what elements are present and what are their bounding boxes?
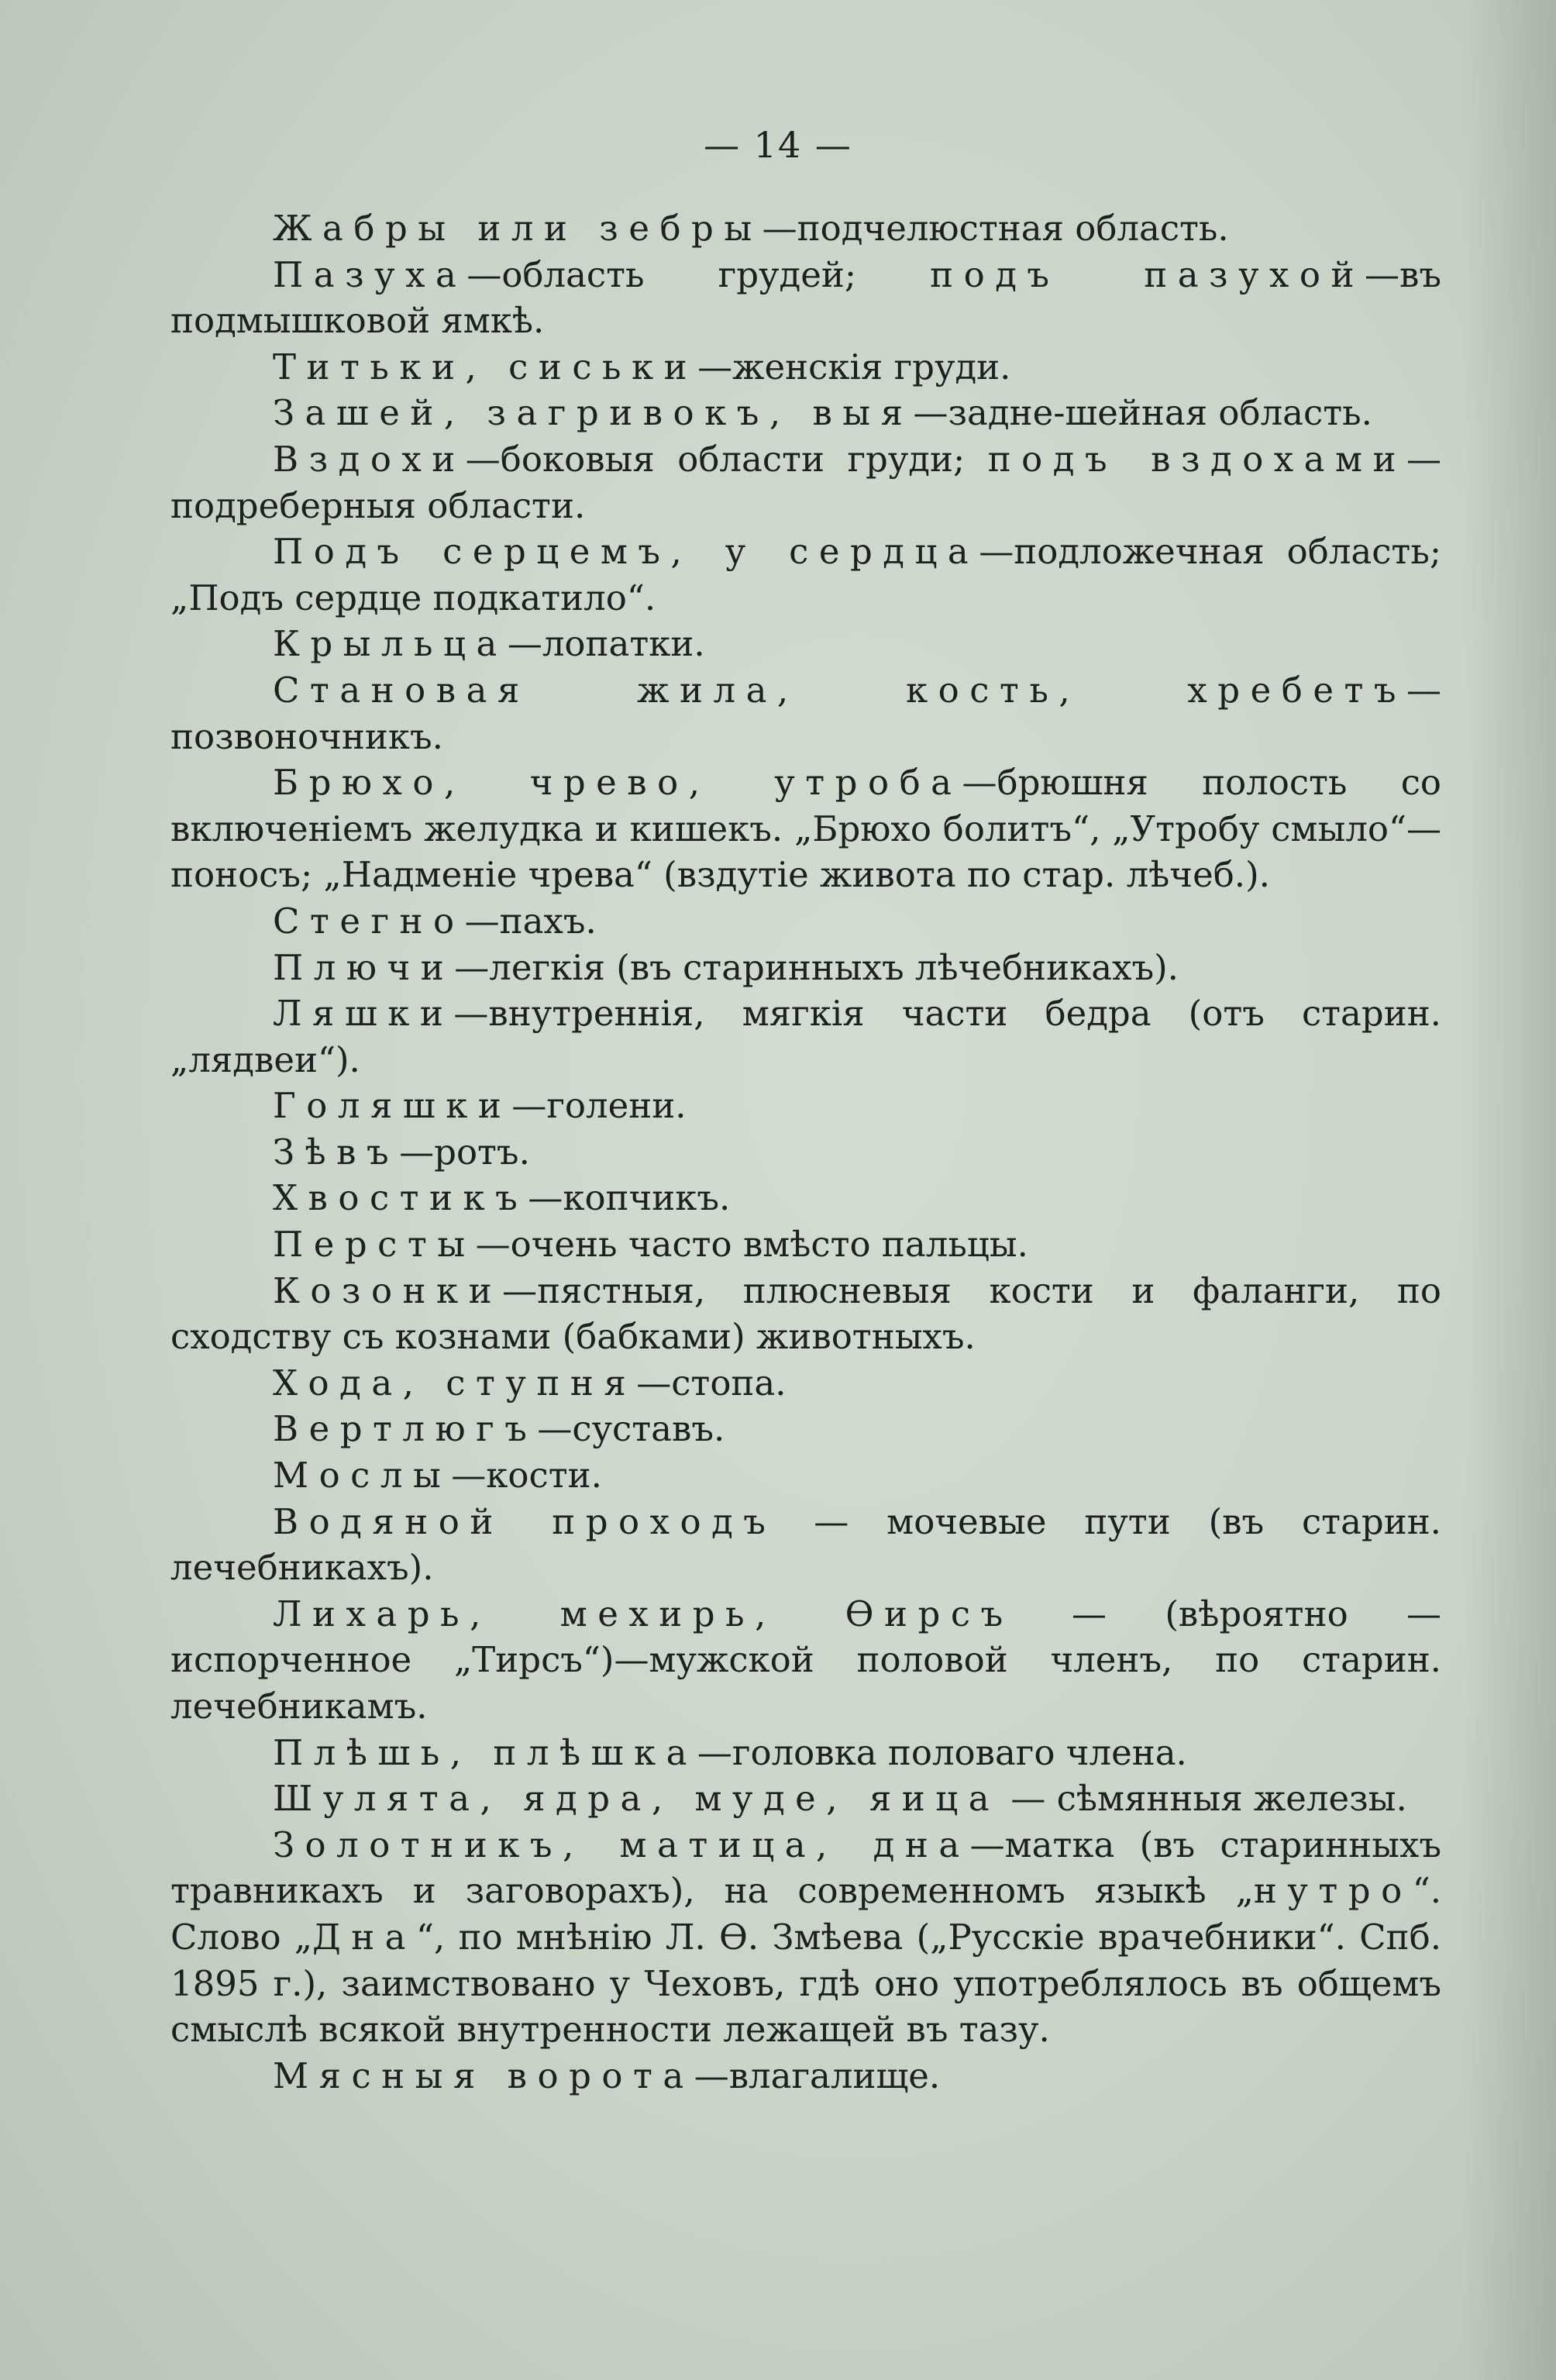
entry-subterm: Дна: [312, 1916, 417, 1958]
entry-term: Жабры или зебры: [273, 208, 763, 249]
entry-subdefinition: “. Слово „: [170, 1870, 1441, 1958]
entry-subdefinition: —въ подмышковой ямкѣ.: [170, 253, 1441, 342]
entry-definition: — (вѣроятно — испорченное „Тирсъ“)—мужской половой членъ, по старин. лечебникамъ.: [170, 1593, 1441, 1727]
entry-definition: —боковыя области груди;: [465, 438, 988, 480]
entry-definition: —подложечная область; „Подъ сердце подкатило“.: [170, 531, 1441, 618]
entry: [170, 1452, 1441, 1499]
entry-definition: —влагалище.: [694, 2055, 941, 2096]
entry-subdefinition: —подреберныя области.: [170, 438, 1442, 526]
entry-term: Мослы: [273, 1455, 452, 1497]
entry-term: Лихарь, мехирь, Ѳирсъ: [273, 1593, 1014, 1634]
entry: [170, 759, 1441, 898]
entry-definition: — сѣмянныя железы.: [1000, 1778, 1407, 1820]
entry: [170, 1591, 1441, 1730]
entry-definition: —пахъ.: [464, 900, 597, 942]
entry-definition: —очень часто вмѣсто пальцы.: [475, 1224, 1028, 1266]
entry-definition: —область грудей;: [466, 253, 931, 295]
entry: [170, 1499, 1441, 1591]
glossary-text: [170, 205, 1441, 2099]
entry: [170, 252, 1441, 344]
entry-term: Хвостикъ: [273, 1177, 528, 1219]
entry-term: Шулята, ядра, муде, яица: [273, 1778, 1000, 1820]
entry-term: Плѣшь, плѣшка: [273, 1731, 697, 1773]
entry-term: Золотникъ, матица, дна: [273, 1824, 970, 1865]
entry-term: Водяной проходъ: [273, 1500, 776, 1542]
entry-term: Зашей, загривокъ, выя: [273, 392, 914, 434]
entry: [170, 1360, 1441, 1407]
entry-definition: —брюшня полость со включеніемъ желудка и кишекъ. „Брюхо болитъ“, „Утробу смыло“—поносъ; „Надменіе чрева“ (вздутіе живота по стар. лѣчеб.).: [170, 762, 1442, 896]
entry: [170, 205, 1441, 252]
entry-term: Вертлюгъ: [273, 1408, 538, 1450]
entry: [170, 945, 1441, 991]
entry: [170, 1221, 1441, 1268]
entry-term: Персты: [273, 1224, 476, 1266]
entry-term: Мясныя ворота: [273, 2055, 694, 2096]
entry-term: Голяшки: [273, 1085, 512, 1127]
page-number: — 14 —: [704, 124, 852, 166]
entry: [170, 990, 1441, 1083]
entry-term: Подъ серцемъ, у сердца: [273, 531, 979, 573]
entry-definition: —голени.: [511, 1085, 687, 1127]
entry-term: Плючи: [273, 946, 455, 988]
entry-definition: —копчикъ.: [528, 1177, 731, 1219]
entry: [170, 1175, 1441, 1221]
entry: [170, 1730, 1441, 1776]
entry-definition: —легкія (въ старинныхъ лѣчебникахъ).: [454, 946, 1179, 988]
entry-term: Становая жила, кость, хребетъ: [273, 669, 1406, 711]
entry-definition: —женскія груди.: [697, 346, 1011, 387]
entry-subterm: нутро: [1253, 1870, 1413, 1912]
entry-definition: —пястныя, плюсневыя кости и фаланги, по сходству съ кознами (бабками) животныхъ.: [170, 1269, 1441, 1358]
entry-definition: —кости.: [451, 1455, 602, 1497]
entry-definition: —позвоночникъ.: [170, 669, 1441, 757]
entry-definition: —головка половаго члена.: [697, 1731, 1187, 1773]
entry-term: Титьки, сиськи: [273, 346, 698, 387]
entry: [170, 898, 1441, 945]
entry-term: Ляшки: [273, 993, 454, 1035]
entry-definition: — мочевые пути (въ старин. лечебникахъ).: [170, 1500, 1441, 1589]
entry-definition: —подчелюстная область.: [762, 208, 1229, 249]
entry-definition: —ротъ.: [399, 1131, 530, 1173]
entry-definition: —лопатки.: [507, 623, 705, 665]
entry-term: Пазуха: [273, 253, 467, 295]
entry: [170, 529, 1441, 621]
entry-term: Вздохи: [273, 438, 466, 480]
entry: [170, 667, 1441, 759]
entry: [170, 1822, 1441, 2053]
entry: [170, 344, 1441, 391]
entry-term: Крыльца: [273, 623, 508, 665]
entry-definition: —внутреннія, мягкія части бедра (отъ старин. „лядвеи“).: [170, 993, 1441, 1080]
entry: [170, 621, 1441, 667]
entry-definition: —задне-шейная область.: [913, 392, 1372, 434]
entry: [170, 1083, 1441, 1129]
page-edge-shadow: [1463, 0, 1556, 2380]
entry-subterm: подъ вздохами: [987, 438, 1407, 480]
entry-definition: —стопа.: [636, 1362, 787, 1404]
entry: [170, 2053, 1441, 2099]
entry: [170, 390, 1441, 436]
entry-term: Козонки: [273, 1269, 503, 1311]
entry-term: Стегно: [273, 900, 465, 942]
entry-term: Брюхо, чрево, утроба: [273, 762, 962, 804]
entry: [170, 1268, 1441, 1360]
entry: [170, 1776, 1441, 1822]
entry-term: Хода, ступня: [273, 1362, 637, 1404]
entry-subdefinition: “, по мнѣнію Л. Ѳ. Змѣева („Русскіе врачебники“. Спб. 1895 г.), заимствовано у Чеховъ, гдѣ оно употреблялось въ общемъ смыслѣ всякой внутренности лежащей въ тазу.: [170, 1916, 1441, 2051]
entry-term: Зѣвъ: [273, 1131, 400, 1173]
entry-subterm: подъ пазухой: [930, 253, 1365, 295]
entry: [170, 1129, 1441, 1176]
entry: [170, 436, 1441, 529]
entry-definition: —суставъ.: [537, 1408, 725, 1450]
entry-definition: —матка (въ старинныхъ травникахъ и заговорахъ), на современномъ языкѣ „: [170, 1824, 1441, 1912]
entry: [170, 1406, 1441, 1452]
